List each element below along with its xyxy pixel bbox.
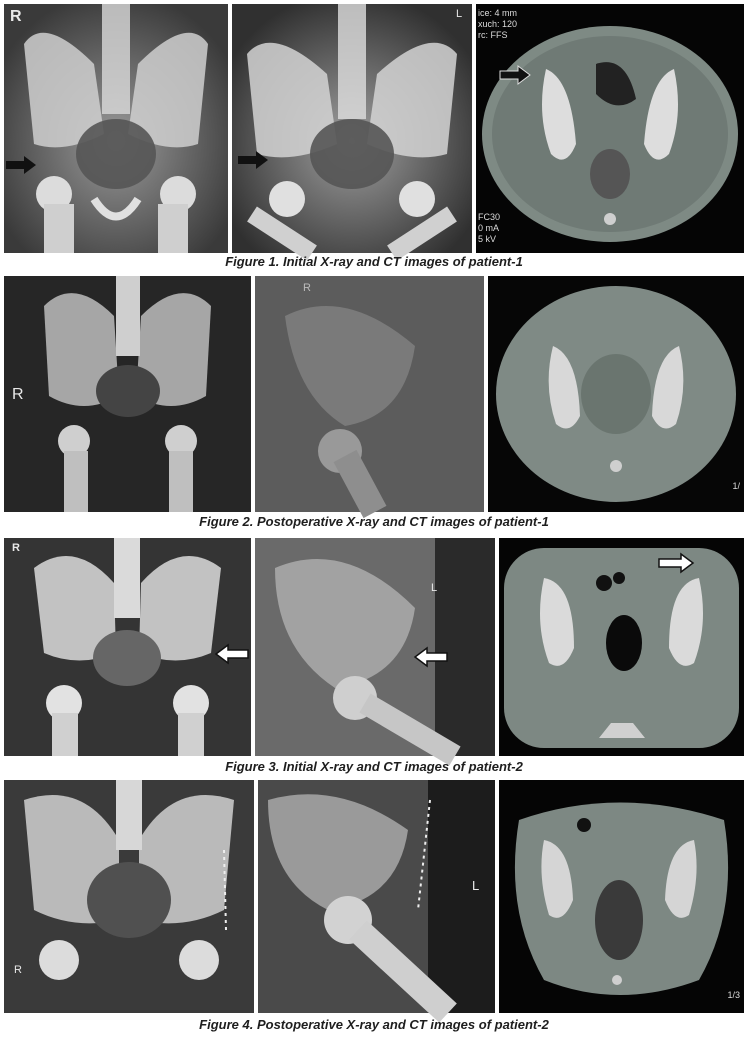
xray-image [4,276,251,512]
xray-image [255,538,495,756]
ct-image [476,4,744,253]
ct-image [499,780,744,1013]
figure-2-caption: Figure 2. Postoperative X-ray and CT images of patient-1 [199,514,549,529]
xray-oblique [232,4,472,253]
ct-info-line: ice: 4 mm [478,8,518,18]
xray-ap-pelvis [4,538,251,756]
ct-image [488,276,744,512]
xray-ap-pelvis [4,780,254,1013]
side-marker: R [10,8,22,25]
xray-oblique [255,538,495,756]
ct-axial [488,276,744,512]
xray-oblique [255,276,484,512]
figure-4 [4,780,744,1013]
side-marker: R [12,386,24,403]
ct-page-indicator: 1/3 [727,990,740,1000]
left-arrow-icon [411,646,449,668]
right-arrow-icon [498,64,532,86]
ct-info-line: 0 mA [478,223,500,233]
ct-info-line: 5 kV [478,234,497,244]
xray-image [258,780,495,1013]
ct-header-info [478,8,517,41]
figure-1 [4,4,744,253]
side-marker: L [456,8,463,20]
ct-info-line: FC30 [478,212,501,222]
side-marker: R [303,282,311,294]
xray-ap-pelvis [4,4,228,253]
ct-footer-info [478,212,500,245]
right-arrow-icon [4,154,38,176]
side-marker: R [12,542,20,554]
ct-axial [456,4,744,253]
ct-page-indicator: 1/ [732,481,740,491]
right-arrow-icon [236,149,270,171]
ct-info-line: rc: FFS [478,30,508,40]
xray-image [255,276,484,512]
ct-axial [499,538,744,756]
xray-image [4,4,228,253]
figure-3-caption: Figure 3. Initial X-ray and CT images of patient-2 [225,759,523,774]
ct-axial [499,780,744,1013]
left-arrow-icon [212,643,250,665]
side-marker: R [14,964,22,976]
ct-info-line: xuch: 120 [478,19,518,29]
ct-image [499,538,744,756]
figure-3 [4,538,744,756]
figure-4-caption: Figure 4. Postoperative X-ray and CT images of patient-2 [199,1017,549,1032]
xray-oblique [258,780,495,1013]
figure-2 [4,276,744,512]
xray-image [232,4,472,253]
xray-image [4,780,254,1013]
side-marker: L [431,582,438,594]
right-arrow-icon [657,552,697,574]
side-marker: L [472,878,480,893]
xray-ap-pelvis [4,276,251,512]
figure-1-caption: Figure 1. Initial X-ray and CT images of patient-1 [225,254,523,269]
